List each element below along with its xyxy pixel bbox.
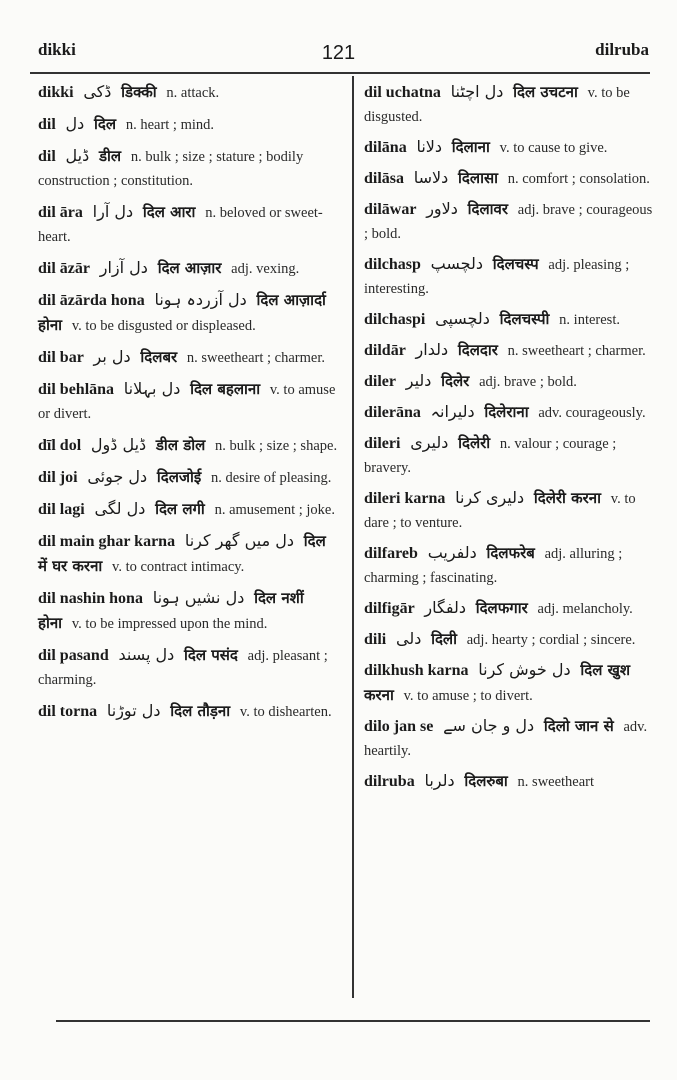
headword: dil pasand: [38, 647, 109, 664]
urdu-script: دلی: [395, 629, 422, 648]
hindi-script: दिल में घर करना: [38, 532, 326, 575]
hindi-script: डील: [99, 147, 122, 165]
top-rule: [30, 72, 650, 74]
urdu-script: دلیر: [405, 371, 432, 390]
definition: adj. vexing.: [231, 261, 300, 277]
urdu-script: دل نشیں ہونا: [152, 588, 245, 607]
definition: n. heart ; mind.: [125, 117, 215, 133]
definition: n. beloved or sweet-heart.: [38, 205, 323, 245]
headword: dil main ghar karna: [38, 533, 176, 550]
dictionary-entry: [364, 400, 654, 425]
hindi-script: दिलचस्पी: [499, 310, 550, 328]
headword: dil uchatna: [364, 84, 441, 101]
dictionary-entry: [364, 658, 654, 708]
urdu-script: دل بہلانا: [123, 379, 181, 398]
dictionary-entry: [364, 714, 654, 763]
hindi-script: दिलचस्प: [492, 255, 539, 273]
headword: dil āra: [38, 204, 83, 221]
column-divider: [352, 76, 354, 998]
headword: diler: [364, 373, 396, 390]
headword: dilfigār: [364, 600, 415, 617]
headword: dil nashin hona: [38, 590, 143, 607]
definition: v. to amuse or divert.: [38, 382, 336, 422]
hindi-script: दिलावर: [467, 200, 509, 218]
hindi-script: दिलफगार: [475, 599, 528, 617]
dictionary-entry: [38, 586, 338, 636]
dictionary-entry: [364, 596, 654, 621]
headword: dil behlāna: [38, 381, 115, 398]
hindi-script: दिली: [431, 630, 457, 648]
dictionary-entry: [38, 288, 338, 338]
headword: dil āzārda hona: [38, 292, 145, 309]
dictionary-entry: [38, 377, 338, 426]
headword: dil torna: [38, 703, 98, 720]
urdu-script: دل جوئی: [87, 467, 148, 486]
dictionary-entry: [364, 252, 654, 301]
hindi-script: दिलेरी करना: [533, 489, 602, 507]
hindi-script: दिलजोई: [156, 468, 202, 486]
headword: dil joi: [38, 469, 78, 486]
right-column: [364, 80, 654, 800]
hindi-script: दिलेराना: [484, 403, 529, 421]
dictionary-entry: [38, 699, 338, 724]
definition: v. to dare ; to venture.: [364, 491, 636, 531]
headword: dil bar: [38, 349, 84, 366]
hindi-script: दिलदार: [457, 341, 498, 359]
urdu-script: دلانا: [416, 137, 443, 156]
definition: v. to cause to give.: [499, 140, 608, 156]
page-number: 121: [321, 42, 356, 64]
running-head-right: dilruba: [595, 40, 649, 59]
urdu-script: دلیری: [410, 433, 449, 452]
urdu-script: دل توڑنا: [106, 701, 161, 720]
urdu-script: دل آزردہ ہونا: [154, 290, 247, 309]
headword: dil: [38, 116, 56, 133]
dictionary-entry: [38, 345, 338, 370]
definition: n. sweetheart: [517, 774, 595, 790]
dictionary-entry: [38, 497, 338, 522]
definition: adj. alluring ; charming ; fascinating.: [364, 546, 623, 586]
dictionary-entry: [364, 338, 654, 363]
hindi-script: दिल बहलाना: [190, 380, 261, 398]
hindi-script: दिल उचटना: [513, 83, 578, 101]
urdu-script: دلفریب: [427, 543, 477, 562]
urdu-script: ڈیل ڈول: [90, 435, 147, 454]
definition: n. interest.: [559, 312, 620, 328]
hindi-script: दिल खुश करना: [364, 661, 631, 704]
dictionary-entry: [38, 80, 338, 105]
hindi-script: दिलबर: [140, 348, 178, 366]
urdu-script: دل میں گھر کرنا: [184, 531, 295, 550]
urdu-script: دلاور: [426, 199, 458, 218]
headword: dileri: [364, 435, 401, 452]
definition: n. comfort ; consolation.: [507, 171, 650, 187]
dictionary-entry: [38, 433, 338, 458]
dictionary-entry: [364, 135, 654, 160]
definition: v. to dishearten.: [239, 704, 332, 720]
urdu-script: دل: [65, 114, 85, 133]
urdu-script: دل خوش کرنا: [478, 660, 571, 679]
urdu-script: دلیری کرنا: [455, 488, 525, 507]
headword: dilkhush karna: [364, 662, 469, 679]
definition: n. sweetheart ; charmer.: [186, 350, 325, 366]
dictionary-entry: [38, 465, 338, 490]
definition: n. bulk ; size ; shape.: [215, 438, 338, 454]
headword: dilchaspi: [364, 311, 426, 328]
definition: n. sweetheart ; charmer.: [507, 343, 646, 359]
dictionary-entry: [364, 197, 654, 246]
definition: n. valour ; courage ; bravery.: [364, 436, 617, 476]
hindi-script: दिल आरा: [142, 203, 196, 221]
definition: n. amusement ; joke.: [214, 502, 335, 518]
definition: adv. courageously.: [538, 405, 646, 421]
hindi-script: दिल पसंद: [184, 646, 238, 664]
hindi-script: दिलेर: [441, 372, 470, 390]
definition: adj. melancholy.: [537, 601, 633, 617]
hindi-script: दिलाना: [451, 138, 490, 156]
urdu-script: ڈیل: [65, 146, 90, 165]
hindi-script: डील डोल: [155, 436, 206, 454]
hindi-script: दिल: [94, 115, 117, 133]
urdu-script: دلفگار: [424, 598, 466, 617]
hindi-script: दिलरुबा: [464, 772, 508, 790]
headword: dileri karna: [364, 490, 446, 507]
hindi-script: डिक्की: [121, 83, 157, 101]
definition: adj. brave ; bold.: [479, 374, 577, 390]
urdu-script: دل پسند: [118, 645, 175, 664]
headword: dilruba: [364, 773, 415, 790]
headword: dildār: [364, 342, 406, 359]
urdu-script: دل و جان سے: [443, 716, 535, 735]
definition: adj. pleasing ; interesting.: [364, 257, 630, 297]
urdu-script: دل لگی: [94, 499, 146, 518]
dictionary-entry: [364, 166, 654, 191]
urdu-script: دلچسپی: [435, 309, 490, 328]
dictionary-entry: [38, 112, 338, 137]
urdu-script: دل بر: [93, 347, 131, 366]
dictionary-entry: [364, 769, 654, 794]
hindi-script: दिलफरेब: [486, 544, 535, 562]
dictionary-entry: [38, 144, 338, 193]
urdu-script: دلیرانہ: [430, 402, 475, 421]
headword: dilāsa: [364, 170, 405, 187]
headword: dilfareb: [364, 545, 418, 562]
definition: v. to be disgusted.: [364, 85, 630, 125]
hindi-script: दिल नशीं होना: [38, 589, 304, 632]
definition: adj. pleasant ; charming.: [38, 648, 328, 688]
headword: dil lagi: [38, 501, 85, 518]
dictionary-entry: [364, 541, 654, 590]
urdu-script: دل آرا: [92, 202, 134, 221]
headword: dilo jan se: [364, 718, 434, 735]
hindi-script: दिलो जान से: [543, 717, 614, 735]
headword: dil: [38, 148, 56, 165]
urdu-script: دلچسپ: [430, 254, 483, 273]
headword: dilchasp: [364, 256, 421, 273]
dictionary-entry: [364, 369, 654, 394]
hindi-script: दिल आज़ार: [157, 259, 222, 277]
definition: n. desire of pleasing.: [211, 470, 332, 486]
headword: dili: [364, 631, 387, 648]
definition: v. to amuse ; to divert.: [403, 688, 533, 704]
dictionary-entry: [364, 486, 654, 535]
hindi-script: दिल आज़ार्दा होना: [38, 291, 326, 334]
dictionary-entry: [38, 256, 338, 281]
dictionary-entry: [38, 529, 338, 579]
running-head-left: dikki: [38, 40, 76, 59]
dictionary-entry: [38, 643, 338, 692]
headword: dikki: [38, 84, 74, 101]
dictionary-entry: [364, 431, 654, 480]
definition: adj. brave ; courageous ; bold.: [364, 202, 653, 242]
headword: dil āzār: [38, 260, 90, 277]
urdu-script: دل آزار: [99, 258, 148, 277]
headword: dīl dol: [38, 437, 82, 454]
headword: dilerāna: [364, 404, 421, 421]
urdu-script: ڈکی: [83, 82, 112, 101]
definition: adj. hearty ; cordial ; sincere.: [466, 632, 636, 648]
urdu-script: دلدار: [415, 340, 449, 359]
definition: v. to be impressed upon the mind.: [71, 616, 268, 632]
hindi-script: दिलेरी: [458, 434, 491, 452]
hindi-script: दिल लगी: [155, 500, 205, 518]
dictionary-entry: [364, 307, 654, 332]
headword: dilāwar: [364, 201, 417, 218]
hindi-script: दिल तौड़ना: [170, 702, 231, 720]
headword: dilāna: [364, 139, 407, 156]
definition: v. to be disgusted or displeased.: [71, 318, 256, 334]
definition: adv. heartily.: [364, 719, 648, 759]
dictionary-entry: [364, 80, 654, 129]
bottom-rule: [56, 1020, 650, 1022]
definition: n. bulk ; size ; stature ; bodily construction ; constitution.: [38, 149, 304, 189]
definition: v. to contract intimacy.: [112, 559, 245, 575]
urdu-script: دل اچٹنا: [450, 82, 504, 101]
definition: n. attack.: [166, 85, 220, 101]
left-column: [38, 80, 338, 731]
hindi-script: दिलासा: [458, 169, 498, 187]
urdu-script: دلربا: [424, 771, 455, 790]
urdu-script: دلاسا: [413, 168, 449, 187]
dictionary-entry: [38, 200, 338, 249]
dictionary-entry: [364, 627, 654, 652]
